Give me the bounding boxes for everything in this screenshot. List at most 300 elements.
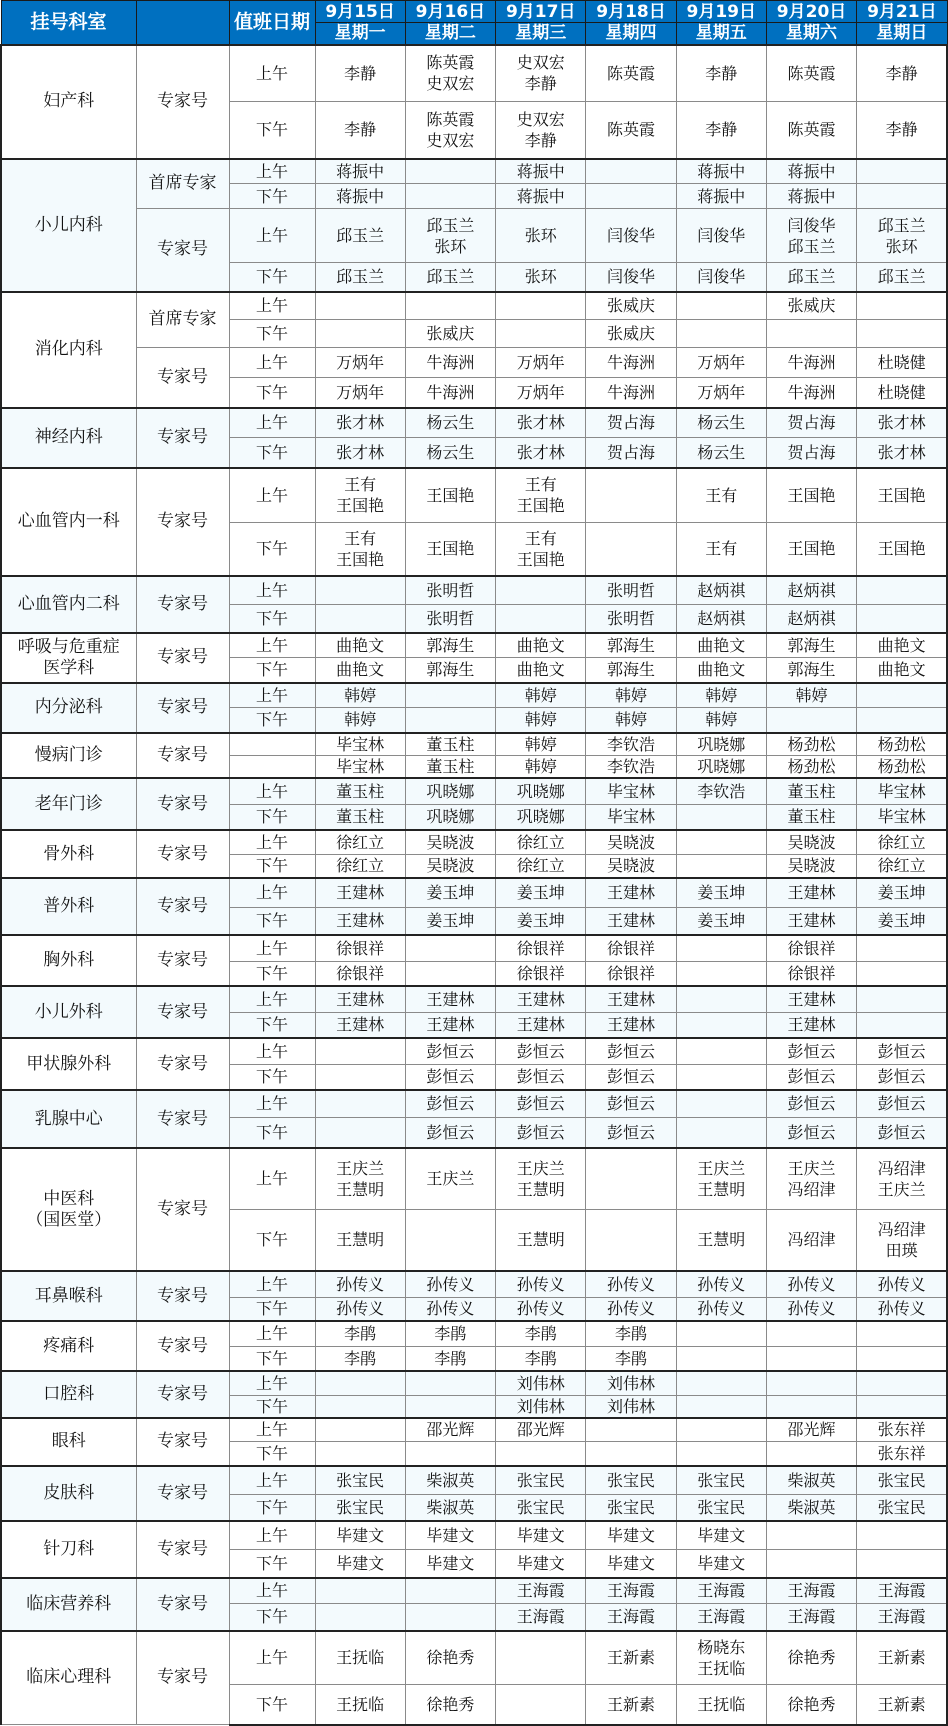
schedule-row <box>1 986 947 1012</box>
doctor-cell: 王海霞 <box>857 1604 947 1631</box>
doctor-cell: 王建林 <box>315 907 405 935</box>
doctor-cell: 韩婷 <box>676 708 766 733</box>
doctor-cell: 杜晓健 <box>857 348 947 378</box>
doctor-cell: 徐银祥 <box>766 961 856 986</box>
doctor-cell: 杨云生 <box>405 408 495 438</box>
doctor-cell: 万炳年 <box>496 348 586 378</box>
period-cell: 下午 <box>229 961 315 986</box>
registration-type: 专家号 <box>136 1038 229 1090</box>
period-cell: 下午 <box>229 320 315 348</box>
doctor-cell <box>315 1117 405 1148</box>
doctor-cell <box>766 1521 856 1550</box>
doctor-cell: 彭恒云 <box>857 1038 947 1064</box>
doctor-cell: 蒋振中 <box>676 159 766 184</box>
doctor-cell: 姜玉坤 <box>496 878 586 907</box>
doctor-cell <box>405 1442 495 1466</box>
period-cell: 下午 <box>229 605 315 633</box>
doctor-cell: 张才林 <box>315 438 405 468</box>
period-cell: 下午 <box>229 1209 315 1271</box>
date-cell: 9月15日 <box>315 1 405 23</box>
schedule-row <box>1 778 947 804</box>
date-cell: 9月21日 <box>857 1 947 23</box>
doctor-cell <box>315 1604 405 1631</box>
doctor-cell: 孙传义 <box>405 1297 495 1321</box>
date-cell: 9月17日 <box>496 1 586 23</box>
doctor-cell <box>586 523 676 576</box>
period-cell: 上午 <box>229 1578 315 1604</box>
doctor-cell: 彭恒云 <box>857 1117 947 1148</box>
doctor-cell: 韩婷 <box>586 708 676 733</box>
registration-type: 专家号 <box>136 45 229 159</box>
doctor-cell: 彭恒云 <box>586 1117 676 1148</box>
doctor-cell: 万炳年 <box>315 348 405 378</box>
doctor-cell: 姜玉坤 <box>676 878 766 907</box>
doctor-cell <box>857 292 947 320</box>
doctor-cell <box>676 1117 766 1148</box>
registration-type: 专家号 <box>136 778 229 830</box>
doctor-cell: 史双宏 李静 <box>496 45 586 102</box>
registration-type: 专家号 <box>136 1271 229 1321</box>
doctor-cell: 张东祥 <box>857 1442 947 1466</box>
doctor-cell: 姜玉坤 <box>676 907 766 935</box>
doctor-cell <box>857 961 947 986</box>
weekday-cell: 星期一 <box>315 23 405 45</box>
date-cell: 9月18日 <box>586 1 676 23</box>
doctor-cell: 孙传义 <box>315 1271 405 1297</box>
doctor-cell: 王抚临 <box>315 1685 405 1725</box>
registration-type: 专家号 <box>136 1521 229 1578</box>
period-cell: 下午 <box>229 708 315 733</box>
doctor-cell: 蒋振中 <box>315 184 405 209</box>
period-cell: 下午 <box>229 1442 315 1466</box>
period-cell: 下午 <box>229 1012 315 1038</box>
doctor-cell <box>586 1442 676 1466</box>
doctor-cell: 王庆兰 王慧明 <box>315 1148 405 1209</box>
date-cell: 9月20日 <box>766 1 856 23</box>
doctor-cell <box>857 683 947 708</box>
doctor-cell <box>766 320 856 348</box>
schedule-body <box>1 45 947 1725</box>
doctor-cell <box>857 1395 947 1418</box>
registration-type: 专家号 <box>136 1148 229 1271</box>
doctor-cell: 张才林 <box>496 408 586 438</box>
doctor-cell: 贺占海 <box>766 438 856 468</box>
doctor-cell: 牛海洲 <box>586 378 676 408</box>
schedule-row <box>1 878 947 907</box>
period-cell: 下午 <box>229 102 315 159</box>
doctor-cell: 韩婷 <box>496 756 586 779</box>
doctor-cell <box>315 292 405 320</box>
doctor-cell: 毕建文 <box>315 1550 405 1578</box>
doctor-cell: 毕宝林 <box>315 733 405 756</box>
doctor-cell: 张威庆 <box>766 292 856 320</box>
period-cell: 上午 <box>229 468 315 523</box>
dept-header: 挂号科室 <box>1 1 136 45</box>
schedule-row <box>1 1578 947 1604</box>
period-cell <box>229 733 315 756</box>
doctor-cell: 牛海洲 <box>586 348 676 378</box>
department-name: 小儿外科 <box>1 986 136 1038</box>
doctor-cell <box>315 1090 405 1117</box>
period-cell: 下午 <box>229 184 315 209</box>
doctor-cell <box>496 292 586 320</box>
doctor-cell <box>766 708 856 733</box>
doctor-cell: 彭恒云 <box>496 1064 586 1090</box>
doctor-cell: 刘伟林 <box>586 1395 676 1418</box>
doctor-cell: 李静 <box>315 102 405 159</box>
period-cell: 下午 <box>229 1395 315 1418</box>
doctor-cell: 曲艳文 <box>857 633 947 658</box>
doctor-cell: 王有 王国艳 <box>315 468 405 523</box>
doctor-cell <box>766 1321 856 1346</box>
doctor-cell: 彭恒云 <box>766 1090 856 1117</box>
doctor-cell: 邵光辉 <box>766 1418 856 1442</box>
doctor-cell: 毕建文 <box>496 1521 586 1550</box>
doctor-cell: 杨云生 <box>405 438 495 468</box>
doctor-cell: 王建林 <box>766 907 856 935</box>
doctor-cell: 冯绍津 田瑛 <box>857 1209 947 1271</box>
registration-type: 专家号 <box>136 878 229 935</box>
department-name: 内分泌科 <box>1 683 136 733</box>
period-cell: 上午 <box>229 1631 315 1685</box>
doctor-cell: 王国艳 <box>857 523 947 576</box>
doctor-cell: 孙传义 <box>857 1297 947 1321</box>
doctor-cell: 李钦浩 <box>586 756 676 779</box>
doctor-cell: 陈英霞 <box>586 45 676 102</box>
doctor-cell: 巩晓娜 <box>405 778 495 804</box>
doctor-cell: 孙传义 <box>676 1271 766 1297</box>
doctor-cell: 徐红立 <box>496 854 586 878</box>
doctor-cell <box>676 320 766 348</box>
doctor-cell: 徐银祥 <box>586 935 676 961</box>
doctor-cell: 赵炳祺 <box>766 605 856 633</box>
schedule-header <box>1 1 947 45</box>
doctor-cell: 徐银祥 <box>315 961 405 986</box>
doctor-cell: 韩婷 <box>315 683 405 708</box>
period-cell: 下午 <box>229 804 315 830</box>
doctor-cell: 万炳年 <box>496 378 586 408</box>
doctor-cell <box>857 320 947 348</box>
period-cell: 下午 <box>229 1604 315 1631</box>
period-cell: 下午 <box>229 854 315 878</box>
doctor-cell <box>676 935 766 961</box>
doctor-cell: 彭恒云 <box>405 1064 495 1090</box>
doctor-cell: 巩晓娜 <box>496 804 586 830</box>
doctor-cell: 韩婷 <box>766 683 856 708</box>
doctor-cell <box>676 830 766 854</box>
period-cell: 下午 <box>229 378 315 408</box>
doctor-cell: 李鹃 <box>315 1321 405 1346</box>
doctor-cell <box>586 184 676 209</box>
doctor-cell: 张明哲 <box>405 605 495 633</box>
period-cell: 上午 <box>229 45 315 102</box>
doctor-cell: 曲艳文 <box>315 633 405 658</box>
doctor-cell <box>676 1090 766 1117</box>
doctor-cell: 王抚临 <box>315 1631 405 1685</box>
schedule-row <box>1 830 947 854</box>
doctor-cell <box>857 1321 947 1346</box>
doctor-cell: 韩婷 <box>676 683 766 708</box>
doctor-cell: 邱玉兰 <box>315 209 405 263</box>
doctor-cell: 孙传义 <box>857 1271 947 1297</box>
doctor-cell: 吴晓波 <box>405 854 495 878</box>
doctor-cell: 郭海生 <box>766 633 856 658</box>
doctor-cell: 王慧明 <box>496 1209 586 1271</box>
doctor-cell: 彭恒云 <box>586 1064 676 1090</box>
period-cell: 上午 <box>229 935 315 961</box>
doctor-cell: 张才林 <box>496 438 586 468</box>
doctor-cell: 万炳年 <box>676 378 766 408</box>
doctor-cell <box>857 935 947 961</box>
doctor-cell: 韩婷 <box>586 683 676 708</box>
doctor-cell <box>405 1604 495 1631</box>
doctor-cell: 孙传义 <box>676 1297 766 1321</box>
doctor-cell: 彭恒云 <box>405 1038 495 1064</box>
doctor-cell: 邱玉兰 张环 <box>857 209 947 263</box>
doctor-cell: 刘伟林 <box>586 1371 676 1395</box>
doctor-cell: 王建林 <box>586 1012 676 1038</box>
period-cell: 下午 <box>229 907 315 935</box>
weekday-cell: 星期日 <box>857 23 947 45</box>
doctor-cell: 董玉柱 <box>405 756 495 779</box>
schedule-row <box>1 159 947 184</box>
doctor-cell: 杨晓东 王抚临 <box>676 1631 766 1685</box>
doctor-cell <box>676 1321 766 1346</box>
doctor-cell: 王庆兰 冯绍津 <box>766 1148 856 1209</box>
doctor-cell: 徐银祥 <box>586 961 676 986</box>
doctor-cell: 张明哲 <box>405 576 495 605</box>
doctor-cell <box>676 1012 766 1038</box>
doctor-cell <box>676 1418 766 1442</box>
doctor-cell: 邵光辉 <box>405 1418 495 1442</box>
period-cell: 下午 <box>229 1685 315 1725</box>
doctor-cell <box>586 1148 676 1209</box>
period-cell: 上午 <box>229 1466 315 1495</box>
doctor-cell: 张才林 <box>857 408 947 438</box>
doctor-cell: 李鹃 <box>496 1321 586 1346</box>
doctor-cell <box>766 1346 856 1371</box>
doctor-cell: 王新素 <box>857 1685 947 1725</box>
doctor-cell <box>405 708 495 733</box>
doctor-cell <box>315 1038 405 1064</box>
period-cell: 上午 <box>229 878 315 907</box>
doctor-cell: 徐艳秀 <box>766 1631 856 1685</box>
doctor-cell: 郭海生 <box>766 658 856 683</box>
period-cell: 上午 <box>229 1271 315 1297</box>
doctor-cell: 王建林 <box>766 1012 856 1038</box>
department-name: 骨外科 <box>1 830 136 878</box>
doctor-cell <box>676 854 766 878</box>
doctor-cell: 彭恒云 <box>496 1038 586 1064</box>
doctor-cell: 徐银祥 <box>766 935 856 961</box>
doctor-cell: 王国艳 <box>766 523 856 576</box>
period-cell: 下午 <box>229 1117 315 1148</box>
doctor-cell <box>857 1012 947 1038</box>
schedule-row <box>1 935 947 961</box>
doctor-cell: 毕宝林 <box>315 756 405 779</box>
period-cell: 上午 <box>229 1418 315 1442</box>
doctor-cell: 邱玉兰 <box>315 263 405 292</box>
doctor-cell: 王海霞 <box>676 1604 766 1631</box>
doctor-cell: 张宝民 <box>315 1495 405 1521</box>
doctor-cell <box>315 1442 405 1466</box>
doctor-cell <box>405 935 495 961</box>
doctor-cell: 杨劲松 <box>766 756 856 779</box>
doctor-cell <box>676 1064 766 1090</box>
doctor-cell <box>676 1038 766 1064</box>
doctor-cell <box>676 1346 766 1371</box>
doctor-cell: 王庆兰 <box>405 1148 495 1209</box>
doctor-cell <box>676 1371 766 1395</box>
type-header <box>136 1 229 45</box>
schedule-row <box>1 576 947 605</box>
department-name: 妇产科 <box>1 45 136 159</box>
department-name: 中医科 （国医堂） <box>1 1148 136 1271</box>
schedule-row <box>1 733 947 756</box>
doctor-cell <box>676 1395 766 1418</box>
registration-type: 专家号 <box>136 830 229 878</box>
doctor-cell: 王海霞 <box>496 1604 586 1631</box>
doctor-cell: 王庆兰 王慧明 <box>496 1148 586 1209</box>
department-name: 小儿内科 <box>1 159 136 292</box>
date-cell: 9月16日 <box>405 1 495 23</box>
doctor-cell <box>857 159 947 184</box>
doctor-cell: 姜玉坤 <box>857 907 947 935</box>
doctor-cell: 徐银祥 <box>496 961 586 986</box>
doctor-cell: 张宝民 <box>857 1466 947 1495</box>
doctor-cell <box>315 1371 405 1395</box>
department-name: 临床心理科 <box>1 1631 136 1725</box>
registration-type: 专家号 <box>136 1321 229 1371</box>
doctor-cell: 彭恒云 <box>405 1117 495 1148</box>
department-name: 临床营养科 <box>1 1578 136 1631</box>
doctor-cell <box>315 605 405 633</box>
department-name: 消化内科 <box>1 292 136 408</box>
doctor-cell <box>676 986 766 1012</box>
doctor-cell: 张宝民 <box>676 1495 766 1521</box>
period-cell: 上午 <box>229 408 315 438</box>
doctor-cell: 王有 王国艳 <box>496 523 586 576</box>
schedule-row <box>1 468 947 523</box>
doctor-cell: 毕建文 <box>405 1550 495 1578</box>
doctor-cell: 孙传义 <box>405 1271 495 1297</box>
department-name: 慢病门诊 <box>1 733 136 779</box>
department-name: 口腔科 <box>1 1371 136 1418</box>
department-name: 呼吸与危重症 医学科 <box>1 633 136 683</box>
doctor-cell: 王建林 <box>586 878 676 907</box>
doctor-cell: 蒋振中 <box>766 159 856 184</box>
doctor-cell: 邱玉兰 <box>766 263 856 292</box>
doctor-cell <box>315 576 405 605</box>
period-cell: 上午 <box>229 1321 315 1346</box>
doctor-cell <box>496 1631 586 1685</box>
doctor-cell: 郭海生 <box>405 658 495 683</box>
doctor-cell: 徐红立 <box>496 830 586 854</box>
doctor-cell: 王建林 <box>405 986 495 1012</box>
doctor-cell: 蒋振中 <box>315 159 405 184</box>
doctor-cell: 孙传义 <box>586 1271 676 1297</box>
doctor-cell: 王建林 <box>766 878 856 907</box>
schedule-row <box>1 1371 947 1395</box>
period-cell: 上午 <box>229 209 315 263</box>
doctor-cell: 王有 王国艳 <box>315 523 405 576</box>
doctor-cell: 李静 <box>676 45 766 102</box>
period-cell: 上午 <box>229 292 315 320</box>
doctor-cell: 毕宝林 <box>586 778 676 804</box>
doctor-cell: 张环 <box>496 209 586 263</box>
doctor-cell: 毕建文 <box>586 1550 676 1578</box>
doctor-cell: 李鹃 <box>315 1346 405 1371</box>
doctor-cell: 毕建文 <box>405 1521 495 1550</box>
doctor-cell: 彭恒云 <box>405 1090 495 1117</box>
doctor-cell: 李鹃 <box>496 1346 586 1371</box>
doctor-cell: 董玉柱 <box>405 733 495 756</box>
doctor-cell <box>857 184 947 209</box>
doctor-cell <box>857 1371 947 1395</box>
doctor-cell: 刘伟林 <box>496 1371 586 1395</box>
department-name: 疼痛科 <box>1 1321 136 1371</box>
schedule-row <box>1 1271 947 1297</box>
doctor-cell: 毕宝林 <box>857 804 947 830</box>
doctor-cell: 王有 <box>676 523 766 576</box>
registration-type: 专家号 <box>136 468 229 576</box>
doctor-cell: 吴晓波 <box>586 830 676 854</box>
registration-type: 专家号 <box>136 1418 229 1466</box>
department-name: 乳腺中心 <box>1 1090 136 1148</box>
doctor-cell: 彭恒云 <box>857 1090 947 1117</box>
doctor-cell <box>857 605 947 633</box>
doctor-cell: 董玉柱 <box>315 804 405 830</box>
registration-type: 专家号 <box>136 935 229 986</box>
doctor-cell: 李静 <box>857 102 947 159</box>
doctor-cell: 陈英霞 <box>586 102 676 159</box>
doctor-cell: 巩晓娜 <box>405 804 495 830</box>
doctor-cell: 毕宝林 <box>586 804 676 830</box>
period-cell: 上午 <box>229 1090 315 1117</box>
period-cell: 下午 <box>229 1550 315 1578</box>
doctor-cell: 蒋振中 <box>676 184 766 209</box>
doctor-cell: 闫俊华 <box>676 263 766 292</box>
doctor-cell: 赵炳祺 <box>766 576 856 605</box>
department-name: 甲状腺外科 <box>1 1038 136 1090</box>
period-cell: 上午 <box>229 1038 315 1064</box>
doctor-cell: 张才林 <box>857 438 947 468</box>
schedule-row <box>1 1631 947 1685</box>
doctor-cell: 柴淑英 <box>766 1466 856 1495</box>
doctor-cell: 郭海生 <box>586 658 676 683</box>
doctor-cell <box>857 708 947 733</box>
period-cell: 上午 <box>229 683 315 708</box>
doctor-cell <box>405 292 495 320</box>
doctor-cell: 王有 <box>676 468 766 523</box>
doctor-cell <box>676 804 766 830</box>
period-cell: 上午 <box>229 1148 315 1209</box>
doctor-cell: 王建林 <box>315 878 405 907</box>
registration-type: 专家号 <box>136 986 229 1038</box>
registration-type: 专家号 <box>136 733 229 779</box>
doctor-cell: 陈英霞 史双宏 <box>405 45 495 102</box>
department-name: 神经内科 <box>1 408 136 468</box>
doctor-cell: 徐艳秀 <box>405 1631 495 1685</box>
doctor-cell: 孙传义 <box>496 1271 586 1297</box>
doctor-cell: 王国艳 <box>405 523 495 576</box>
doctor-cell: 史双宏 李静 <box>496 102 586 159</box>
doctor-cell: 万炳年 <box>676 348 766 378</box>
doctor-cell: 张环 <box>496 263 586 292</box>
period-cell: 上午 <box>229 1521 315 1550</box>
registration-type: 专家号 <box>136 1371 229 1418</box>
doctor-cell <box>315 320 405 348</box>
